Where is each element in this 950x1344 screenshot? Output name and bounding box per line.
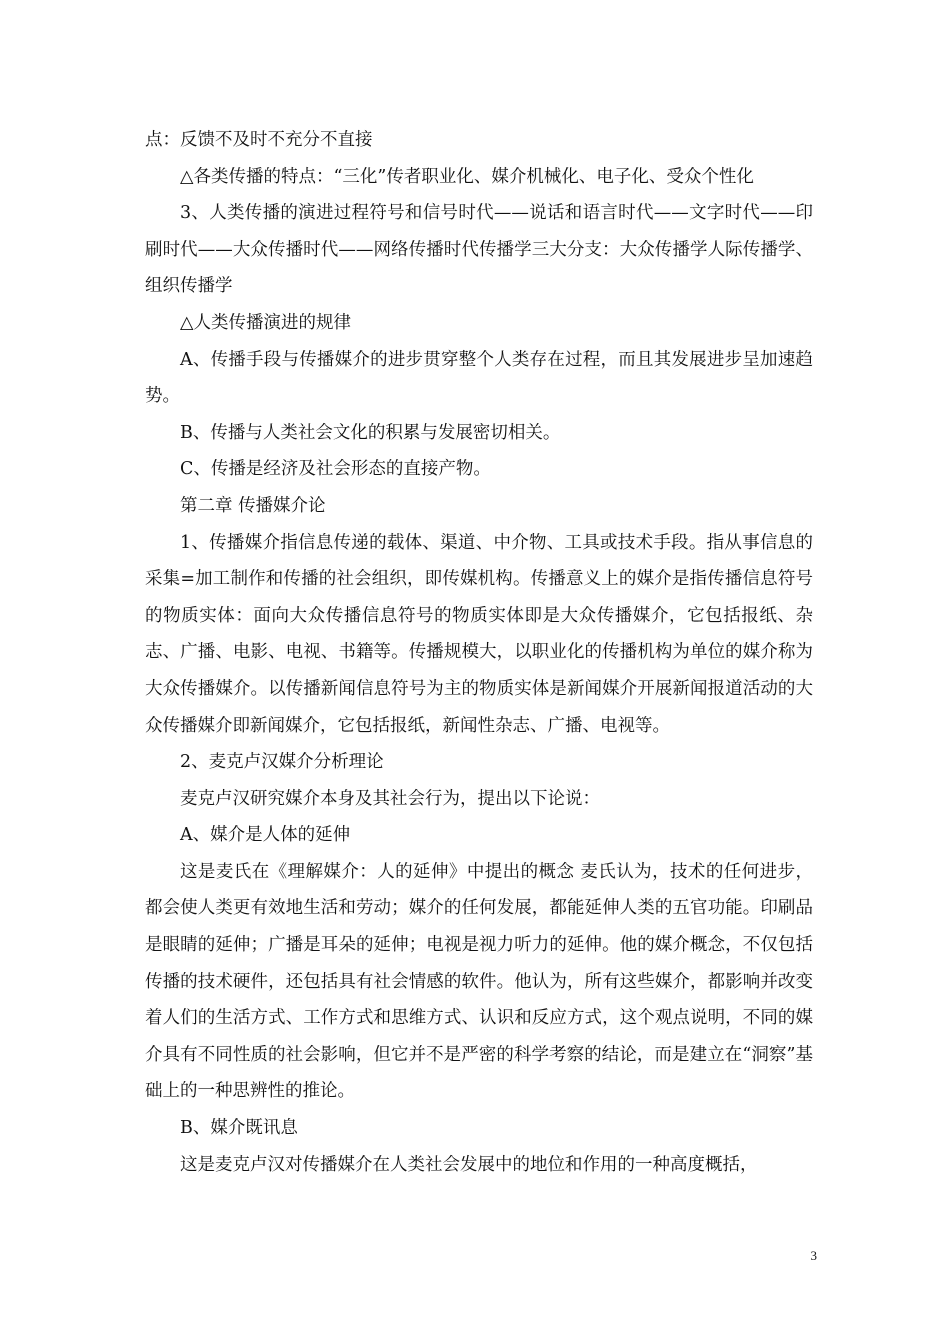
paragraph: C、传播是经济及社会形态的直接产物。 bbox=[180, 459, 491, 480]
chapter-heading: 第二章 传播媒介论 bbox=[180, 495, 326, 516]
paragraph: A、传播手段与传播媒介的进步贯穿整个人类存在过程，而且其发展进步呈加速趋势。 bbox=[145, 349, 813, 407]
paragraph: A、媒介是人体的延伸 bbox=[180, 825, 351, 846]
paragraph: 2、麦克卢汉媒介分析理论 bbox=[180, 752, 384, 773]
paragraph: B、传播与人类社会文化的积累与发展密切相关。 bbox=[180, 422, 561, 443]
paragraph: 点：反馈不及时不充分不直接 bbox=[145, 130, 373, 150]
page-number: 3 bbox=[810, 1248, 817, 1263]
paragraph: 这是麦克卢汉对传播媒介在人类社会发展中的地位和作用的一种高度概括， bbox=[180, 1154, 758, 1175]
paragraph: △各类传播的特点：“三化”传者职业化、媒介机械化、电子化、受众个性化 bbox=[180, 166, 754, 187]
paragraph: B、媒介既讯息 bbox=[180, 1118, 298, 1139]
paragraph: 1、传播媒介指信息传递的载体、渠道、中介物、工具或技术手段。指从事信息的采集=加工制作和传播的社会组织，即传媒机构。传播意义上的媒介是指传播信息符号的物质实体：面向大众传播信息符号的物质实体即是大众传播媒介，它包括报纸、杂志、广播、电影、电视、书籍等。传播规模大，以职业化的传播机构为单位的媒介称为大众传播媒介。以传播新闻信息符号为主的物质实体是新闻媒介开展新闻报道活动的大众传播媒介即新闻媒介，它包括报纸，新闻性杂志、广播、电视等。 bbox=[145, 532, 813, 736]
paragraph: △人类传播演进的规律 bbox=[180, 312, 351, 333]
paragraph: 麦克卢汉研究媒介本身及其社会行为，提出以下论说： bbox=[180, 788, 600, 809]
paragraph: 3、人类传播的演进过程符号和信号时代——说话和语言时代——文字时代——印刷时代——大众传播时代——网络传播时代传播学三大分支：大众传播学人际传播学、组织传播学 bbox=[145, 203, 813, 297]
document-body bbox=[145, 122, 813, 1183]
paragraph: 这是麦氏在《理解媒介：人的延伸》中提出的概念 麦氏认为，技术的任何进步，都会使人类更有效地生活和劳动；媒介的任何发展，都能延伸人类的五官功能。印刷品是眼睛的延伸；广播是耳朵的延伸；电视是视力听力的延伸。他的媒介概念，不仅包括传播的技术硬件，还包括具有社会情感的软件。他认为，所有这些媒介，都影响并改变着人们的生活方式、工作方式和思维方式、认识和反应方式，这个观点说明，不同的媒介具有不同性质的社会影响，但它并不是严密的科学考察的结论，而是建立在“洞察”基础上的一种思辨性的推论。 bbox=[145, 861, 813, 1102]
